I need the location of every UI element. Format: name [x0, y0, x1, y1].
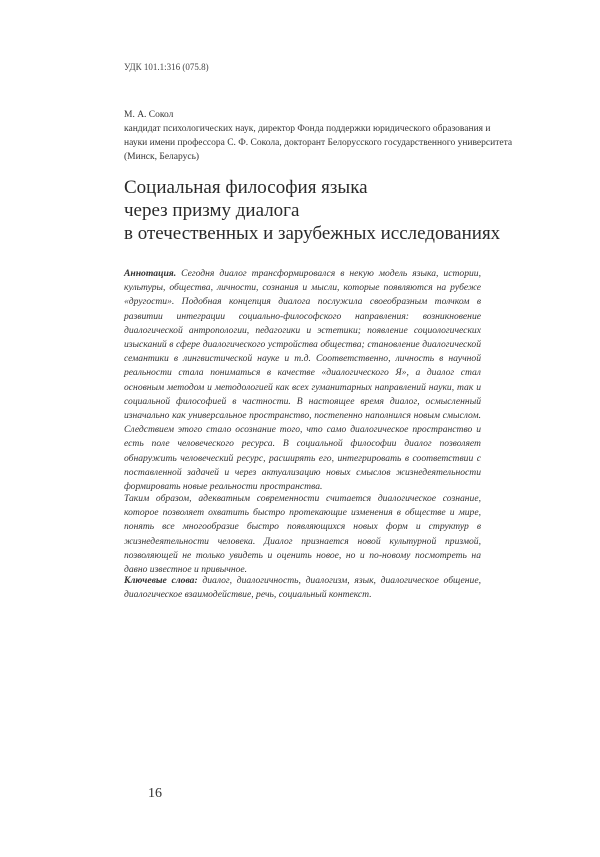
title-line-1: Социальная философия языка	[124, 176, 544, 199]
keywords-label: Ключевые слова:	[124, 575, 198, 586]
abstract-label: Аннотация.	[124, 268, 176, 279]
keywords-paragraph	[124, 574, 481, 602]
title-line-3: в отечественных и зарубежных исследованиях	[124, 222, 544, 245]
author-affiliation: кандидат психологических наук, директор Фонда поддержки юридического образования и науки имени профессора С. Ф. Сокола, докторант Белорусского государственного университета (Минск, Беларусь)	[124, 122, 514, 164]
udk-code: УДК 101.1:316 (075.8)	[124, 62, 209, 72]
abstract-text: Сегодня диалог трансформировался в некую модель языка, истории, культуры, общества, личности, сознания и мысли, которые появляются на рубеже «другости». Подобная концепция диалога послужила своеобразным толчком в развитии интеграции социально-философского направления: возникновение диалогической антропологии, педагогики и эстетики; появление социологических изысканий в сфере диалогического устройства общества; становление диалогической семантики в лингвистической науке и т.д. Соответственно, личность в научной реальности стала пониматься в качестве «диалогического Я», а диалог стал основным методом и методологией как всех гуманитарных направлений науки, так и социальной философией в частности. В настоящее время диалог, осмысленный изначально как универсальное пространство, постепенно наполнился новым смыслом. Следствием этого стало осознание того, что само диалогическое пространство и есть поле человеческого ресурса. В социальной философии диалог позволяет обнаружить человеческий ресурс, расширять его, интегрировать в соответствии с поставленной задачей и через актуализацию новых смыслов жизнедеятельности формировать новые реальности пространства.	[124, 268, 481, 492]
conclusion-paragraph: Таким образом, адекватным современности считается диалогическое сознание, которое позволяет охватить быстро протекающие изменения в обществе и мире, понять все многообразие быстро появляющихся новых форм и структур в жизнедеятельности человека. Диалог признается новой культурной призмой, позволяющей не только увидеть и оценить новое, но и по-новому посмотреть на давно известное и привычное.	[124, 492, 481, 577]
document-page	[0, 0, 600, 857]
author-name: М. А. Сокол	[124, 108, 514, 122]
keywords-text: диалог, диалогичность, диалогизм, язык, диалогическое общение, диалогическое взаимодействие, речь, социальный контекст.	[124, 575, 481, 600]
title-line-2: через призму диалога	[124, 199, 544, 222]
author-block	[124, 108, 514, 164]
article-title	[124, 176, 544, 245]
abstract-paragraph	[124, 267, 481, 494]
page-number: 16	[148, 786, 162, 802]
